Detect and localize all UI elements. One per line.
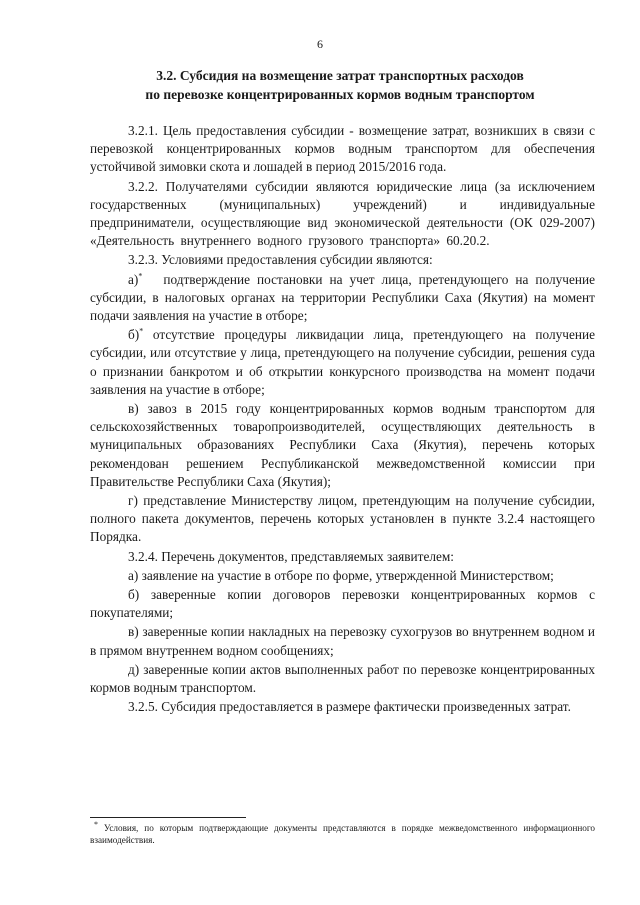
paragraph-document-a: а) заявление на участие в отборе по форме, утвержденной Министерством; (128, 567, 554, 583)
item-marker-b: б) (128, 327, 140, 343)
item-marker-a: а) (128, 271, 139, 287)
page-number: 6 (317, 37, 323, 51)
footnote-separator (90, 817, 246, 818)
footnote-mark: * (94, 819, 98, 829)
footnote (90, 819, 596, 846)
condition-a-text: подтверждение постановки на учет лица, претендующего на получение субсидии, в налоговых органах на территории Республики Саха (Якутия) на момент подачи заявления на участие в отборе; (90, 271, 595, 324)
paragraph-3-2-3: 3.2.3. Условиями предоставления субсидии являются: (128, 252, 433, 268)
paragraph-document-b: б) заверенные копии договоров перевозки концентрированных кормов с покупателями; (90, 587, 595, 621)
paragraph-3-2-2: 3.2.2. Получателями субсидии являются юридические лица (за исключением государственных (муниципальных) учреждений) и индивидуальные предприниматели, осуществляющие вид экономической деятельности (ОК 029-2007) «Деятельность внутреннего водного грузового транспорта» 60.20.2. (90, 178, 595, 249)
paragraph-3-2-1: 3.2.1. Цель предоставления субсидии - возмещение затрат, возникших в связи с перевозкой концентрированных кормов водным транспортом для обеспечения устойчивой зимовки скота и лошадей в период 2015/2016 года. (90, 123, 595, 175)
paragraph-3-2-4: 3.2.4. Перечень документов, представляемых заявителем: (128, 548, 454, 564)
paragraph-3-2-5: 3.2.5. Субсидия предоставляется в размере фактически произведенных затрат. (128, 699, 571, 715)
footnote-ref-b: * (139, 326, 144, 336)
paragraph-condition-v: в) завоз в 2015 году концентрированных кормов водным транспортом для сельскохозяйственных товаропроизводителей, осуществляющих деятельность в муниципальных образованиях Республики Саха (Якутия), перечень которых рекомендован решением Республиканской межведомственной комиссии при Правительстве Республики Саха (Якутия); (90, 401, 595, 489)
paragraph-condition-b (90, 326, 595, 399)
paragraph-condition-g: г) представление Министерству лицом, претендующим на получение субсидии, полного пакета документов, перечень которых установлен в пункте 3.2.4 настоящего Порядка. (90, 493, 595, 545)
paragraph-document-d: д) заверенные копии актов выполненных работ по перевозке концентрированных кормов водным транспортом. (90, 661, 595, 696)
section-title-line-2: по перевозке концентрированных кормов водным транспортом (145, 87, 535, 102)
document-body (90, 122, 595, 718)
paragraph-document-v: в) заверенные копии накладных на перевозку сухогрузов во внутреннем водном и в прямом внутреннем водном сообщениях; (90, 624, 595, 658)
paragraph-condition-a (90, 271, 595, 326)
footnote-text: Условия, по которым подтверждающие документы представляются в порядке межведомственного информационного взаимодействия. (90, 823, 596, 845)
section-title-line-1: 3.2. Субсидия на возмещение затрат транспортных расходов (156, 68, 524, 83)
condition-b-text: отсутствие процедуры ликвидации лица, претендующего на получение субсидии, или отсутствие у лица, претендующего на получение субсидии, решения суда о признании банкротом и об открытии конкурсного производства на момент подачи заявления на участие в отборе; (90, 327, 595, 397)
footnote-ref-a: * (138, 271, 143, 281)
section-title (80, 66, 600, 104)
